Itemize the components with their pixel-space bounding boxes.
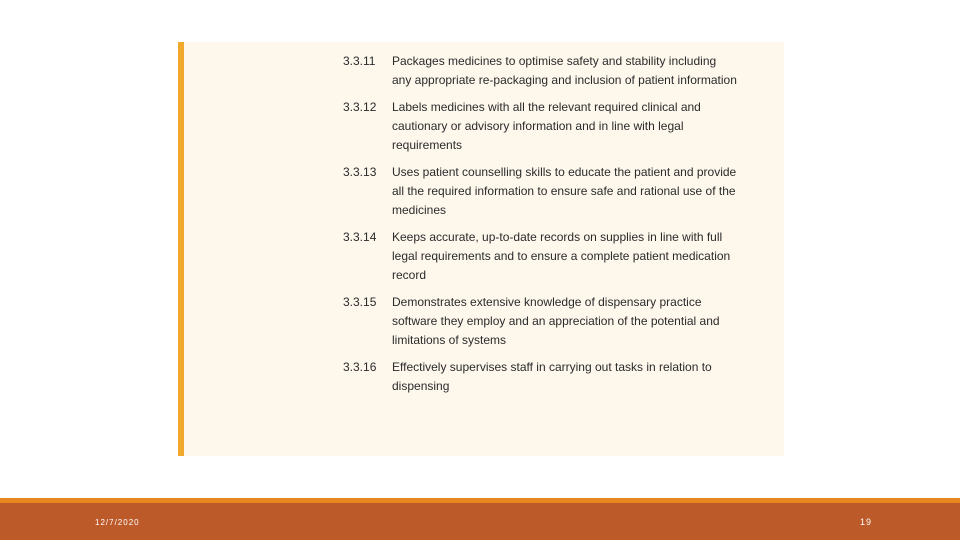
list-item (343, 52, 763, 90)
item-number: 3.3.11 (343, 54, 376, 68)
item-text: Demonstrates extensive knowledge of dispensary practice software they employ and an appreciation of the potential and limitations of systems (392, 295, 720, 347)
list-item (343, 228, 763, 285)
item-number: 3.3.16 (343, 360, 377, 374)
footer-date: 12/7/2020 (95, 518, 140, 527)
item-text: Labels medicines with all the relevant required clinical and cautionary or advisory information and in line with legal requirements (392, 100, 701, 152)
list-item (343, 163, 763, 220)
item-number: 3.3.15 (343, 295, 377, 309)
competency-list (343, 52, 763, 404)
list-item (343, 358, 763, 396)
item-text: Uses patient counselling skills to educate the patient and provide all the required information to ensure safe and rational use of the medicines (392, 165, 737, 217)
page-number: 19 (860, 517, 873, 527)
panel-accent-bar (178, 42, 184, 456)
item-text: Keeps accurate, up-to-date records on supplies in line with full legal requirements and to ensure a complete patient medication record (392, 230, 731, 282)
item-number: 3.3.12 (343, 100, 377, 114)
item-number: 3.3.13 (343, 165, 377, 179)
item-number: 3.3.14 (343, 230, 377, 244)
item-text: Packages medicines to optimise safety and stability including any appropriate re-packaging and inclusion of patient information (392, 54, 737, 87)
footer-bar (0, 503, 960, 540)
item-text: Effectively supervises staff in carrying out tasks in relation to dispensing (392, 360, 712, 393)
list-item (343, 293, 763, 350)
list-item (343, 98, 763, 155)
